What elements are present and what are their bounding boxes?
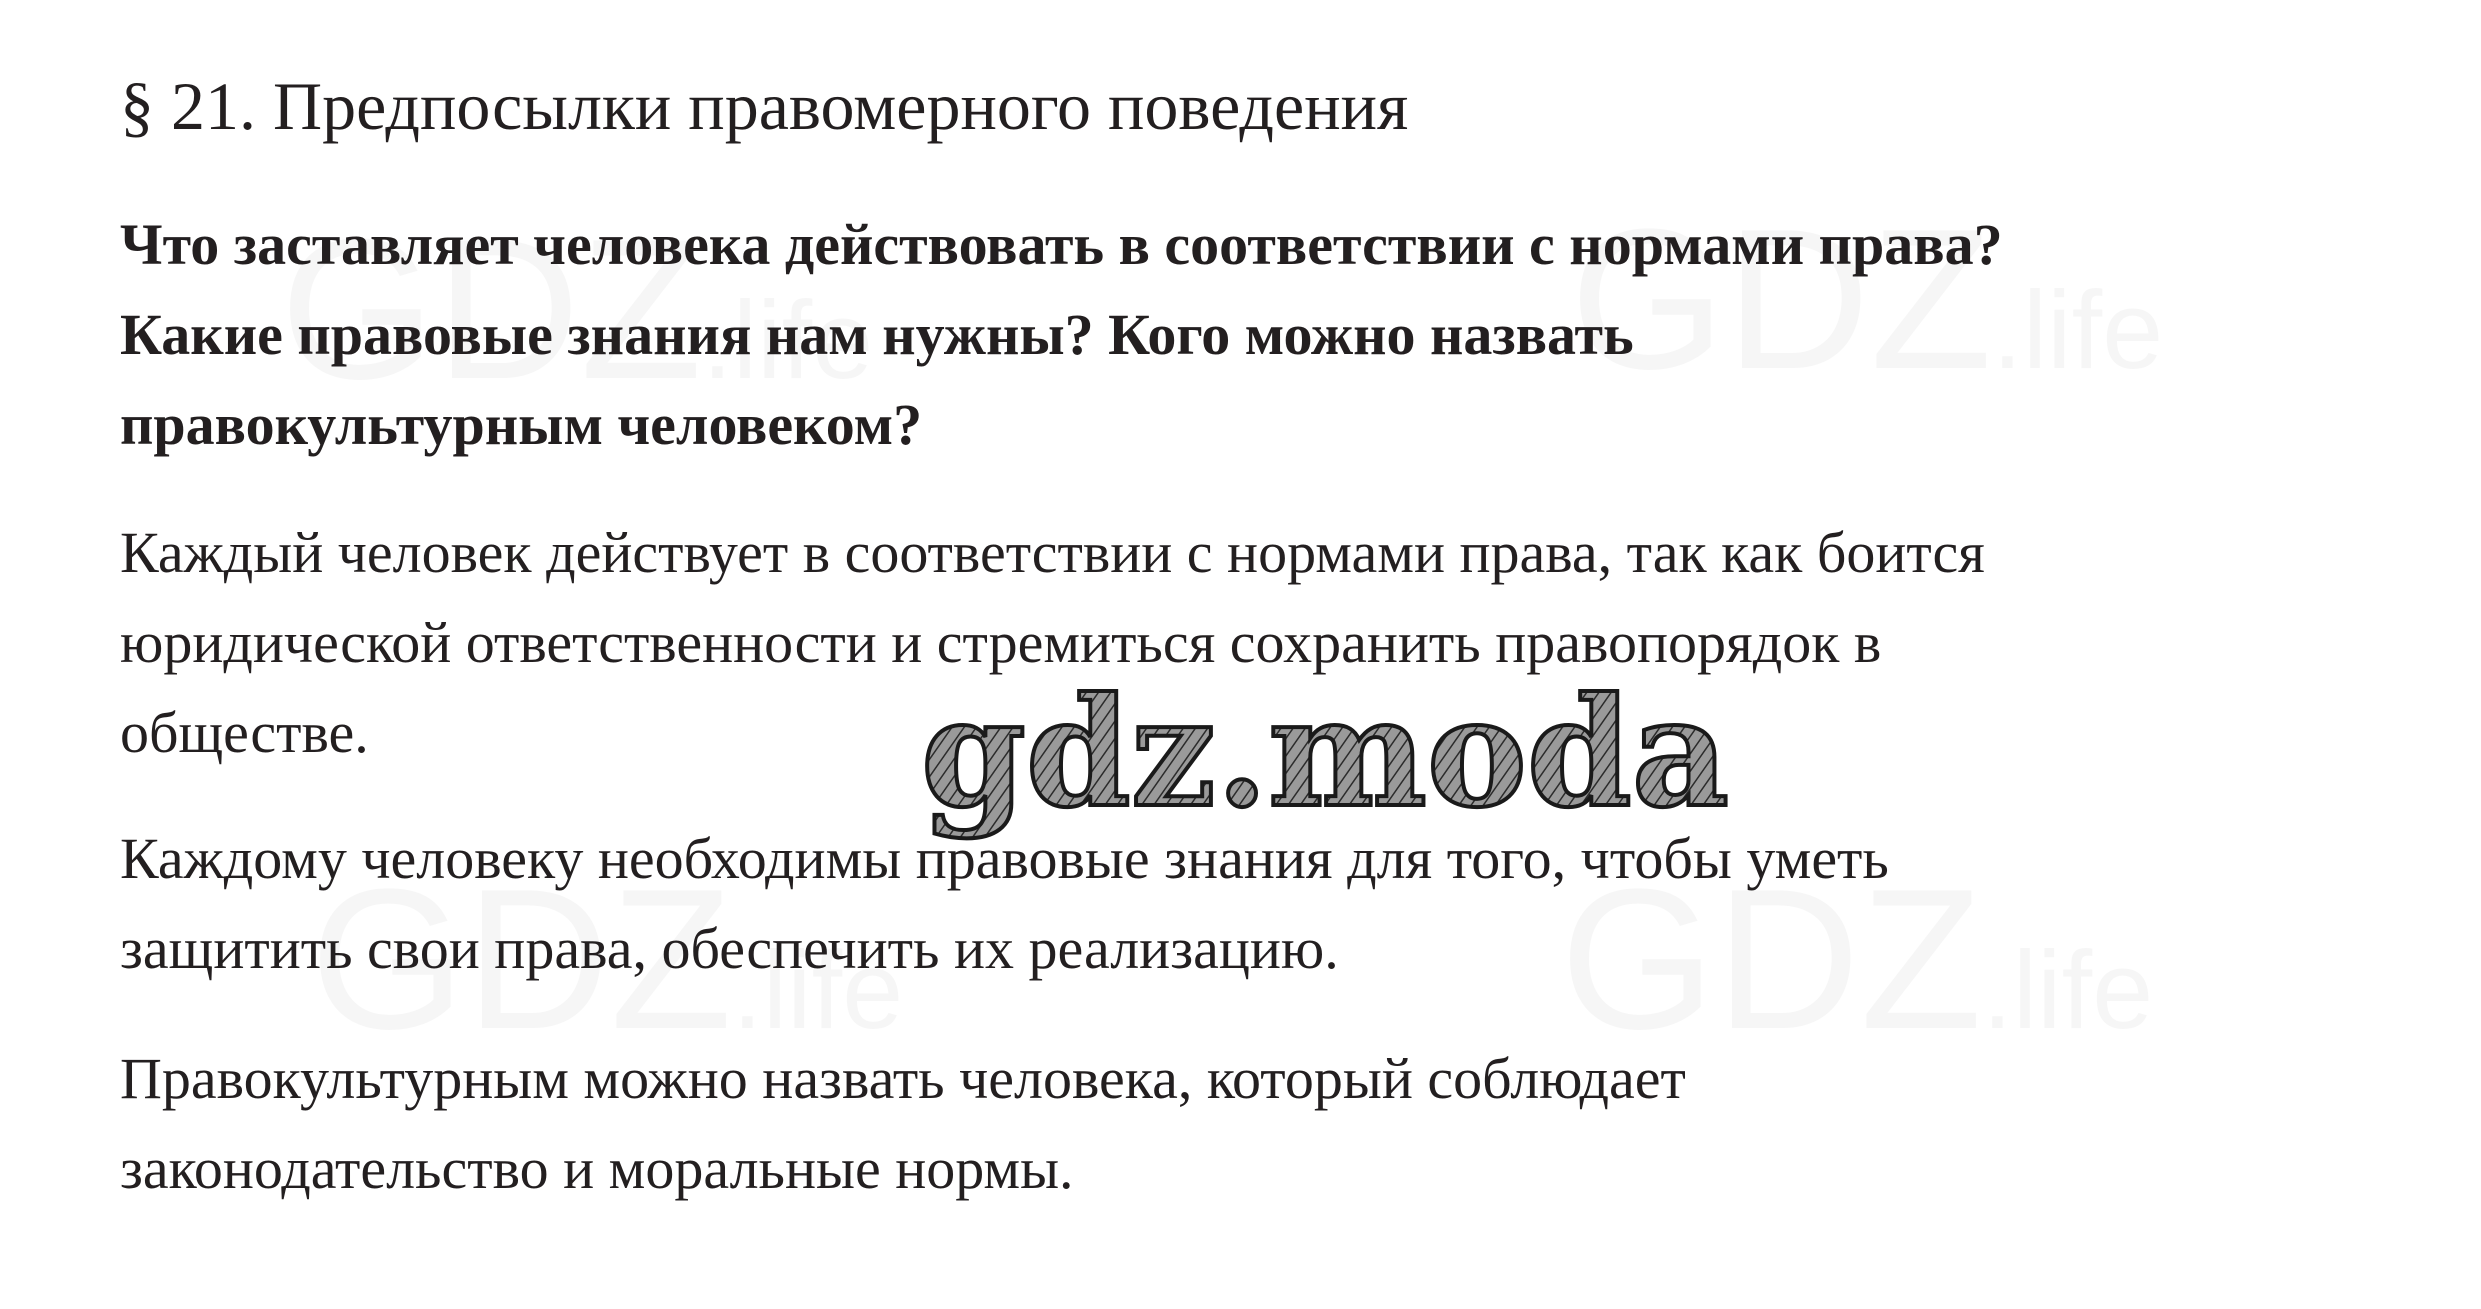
questions-block <box>120 200 2420 470</box>
answer-line: обществе. <box>120 700 369 765</box>
answer-line: Каждый человек действует в соответствии с нормами права, так как боится <box>120 520 1985 585</box>
answer-paragraph <box>120 1034 2420 1214</box>
answer-line: Каждому человеку необходимы правовые знания для того, чтобы уметь <box>120 826 1889 891</box>
answer-line: защитить свои права, обеспечить их реализацию. <box>120 916 1339 981</box>
section-title: § 21. Предпосылки правомерного поведения <box>120 68 1409 144</box>
answer-line: юридической ответственности и стремиться сохранить правопорядок в <box>120 610 1882 675</box>
question-line: Какие правовые знания нам нужны? Кого можно назвать <box>120 302 1634 367</box>
site-logo <box>920 655 1730 855</box>
logo-text: gdz.moda <box>920 665 1730 841</box>
answer-line: Правокультурным можно назвать человека, который соблюдает <box>120 1046 1686 1111</box>
question-line: правокультурным человеком? <box>120 392 923 457</box>
question-line: Что заставляет человека действовать в соответствии с нормами права? <box>120 212 2003 277</box>
answer-line: законодательство и моральные нормы. <box>120 1136 1074 1201</box>
